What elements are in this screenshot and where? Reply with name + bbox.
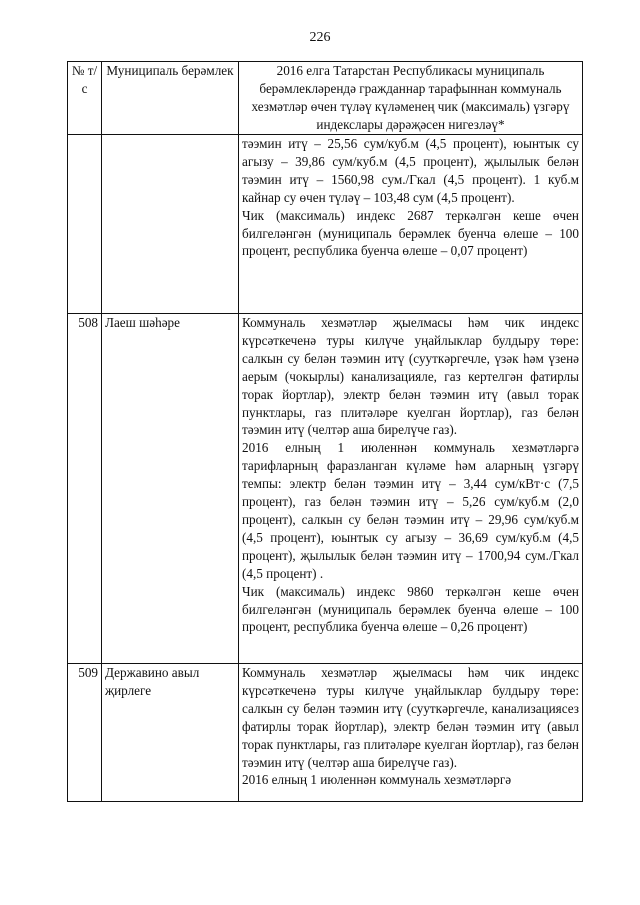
- paragraph: тәэмин итү – 25,56 сум/куб.м (4,5 процент), юынтык су агызу – 39,86 сум/куб.м (4,5 процент), җылылык белән тәэмин итү – 1560,98 сум./Гкал (4,5 процент). 1 куб.м кайнар су өчен түләү – 103,48 сум (4,5 процент).: [242, 136, 579, 205]
- paragraph: 2016 елның 1 июленнән коммуналь хезмәтләргә тарифларның фаразланган күләме һәм аларның үзгәрү темпы: электр белән тәэмин итү – 3,44 сум/кВт·с (7,5 процент), газ белән тәэмин итү – 5,26 сум/куб.м (2,0 процент), салкын су белән тәэмин итү – 29,96 сум/куб.м (4,5 процент), юынтык су агызу – 36,69 сум/куб.м (4,5 процент), җылылык белән тәэмин итү – 1700,94 сум./Гкал (4,5 процент) .: [242, 440, 579, 581]
- header-description: 2016 елга Татарстан Республикасы муниципаль берәмлекләрендә гражданнар тарафыннан коммуналь хезмәтләр өчен түләү күләменең чик (максималь) үзгәрү индекслары дәрәҗәсен нигезләү*: [239, 62, 583, 135]
- table-row: [68, 664, 583, 802]
- row-municipality: [102, 135, 239, 314]
- paragraph: 2016 елның 1 июленнән коммуналь хезмәтләргә: [242, 772, 512, 788]
- row-description: [239, 135, 583, 314]
- paragraph: Коммуналь хезмәтләр җыелмасы һәм чик индекс күрсәткеченә туры килүче уңайлыклар булдыру төре: салкын су белән тәэмин итү (сууткәргечле, үзәк һәм үзенә аерым (чокырлы) канализацияле, газ кертелгән фатирлы торак йортлар), электр белән тәэмин итү (авыл торак пунктлары, газ плитәләре куелган йортлар), газ белән тәэмин итү (челтәр аша бирелүче газ).: [242, 315, 579, 438]
- table-header-row: [68, 62, 583, 135]
- paragraph: Чик (максималь) индекс 9860 теркәлгән кеше өчен билгеләнгән (муниципаль берәмлек буенча өлеше – 100 процент, республика буенча өлеше – 0,26 процент): [242, 583, 579, 635]
- row-number: 508: [68, 314, 102, 664]
- row-number: [68, 135, 102, 314]
- row-number: 509: [68, 664, 102, 802]
- paragraph: Коммуналь хезмәтләр җыелмасы һәм чик индекс күрсәткеченә туры килүче уңайлыклар булдыру төре: салкын су белән тәэмин итү (сууткәргечле, канализациясез фатирлы торак йортлар), электр белән тәэмин итү (авыл торак пунктлары, газ плитәләре куелган йортлар), газ белән тәэмин итү (челтәр аша бирелүче газ).: [242, 665, 579, 770]
- header-number: № т/с: [68, 62, 102, 135]
- table-row: [68, 135, 583, 314]
- row-description: [239, 314, 583, 664]
- row-municipality: Державино авыл җирлеге: [102, 664, 239, 802]
- page-number: 226: [309, 30, 331, 45]
- paragraph: Чик (максималь) индекс 2687 теркәлгән кеше өчен билгеләнгән (муниципаль берәмлек буенча өлеше – 100 процент, республика буенча өлеше – 0,07 процент): [242, 207, 579, 259]
- row-municipality: Лаеш шәһәре: [102, 314, 239, 664]
- header-municipality: Муниципаль берәмлек: [102, 62, 239, 135]
- row-description: [239, 664, 583, 802]
- tariff-table: [67, 61, 583, 802]
- table-row: [68, 314, 583, 664]
